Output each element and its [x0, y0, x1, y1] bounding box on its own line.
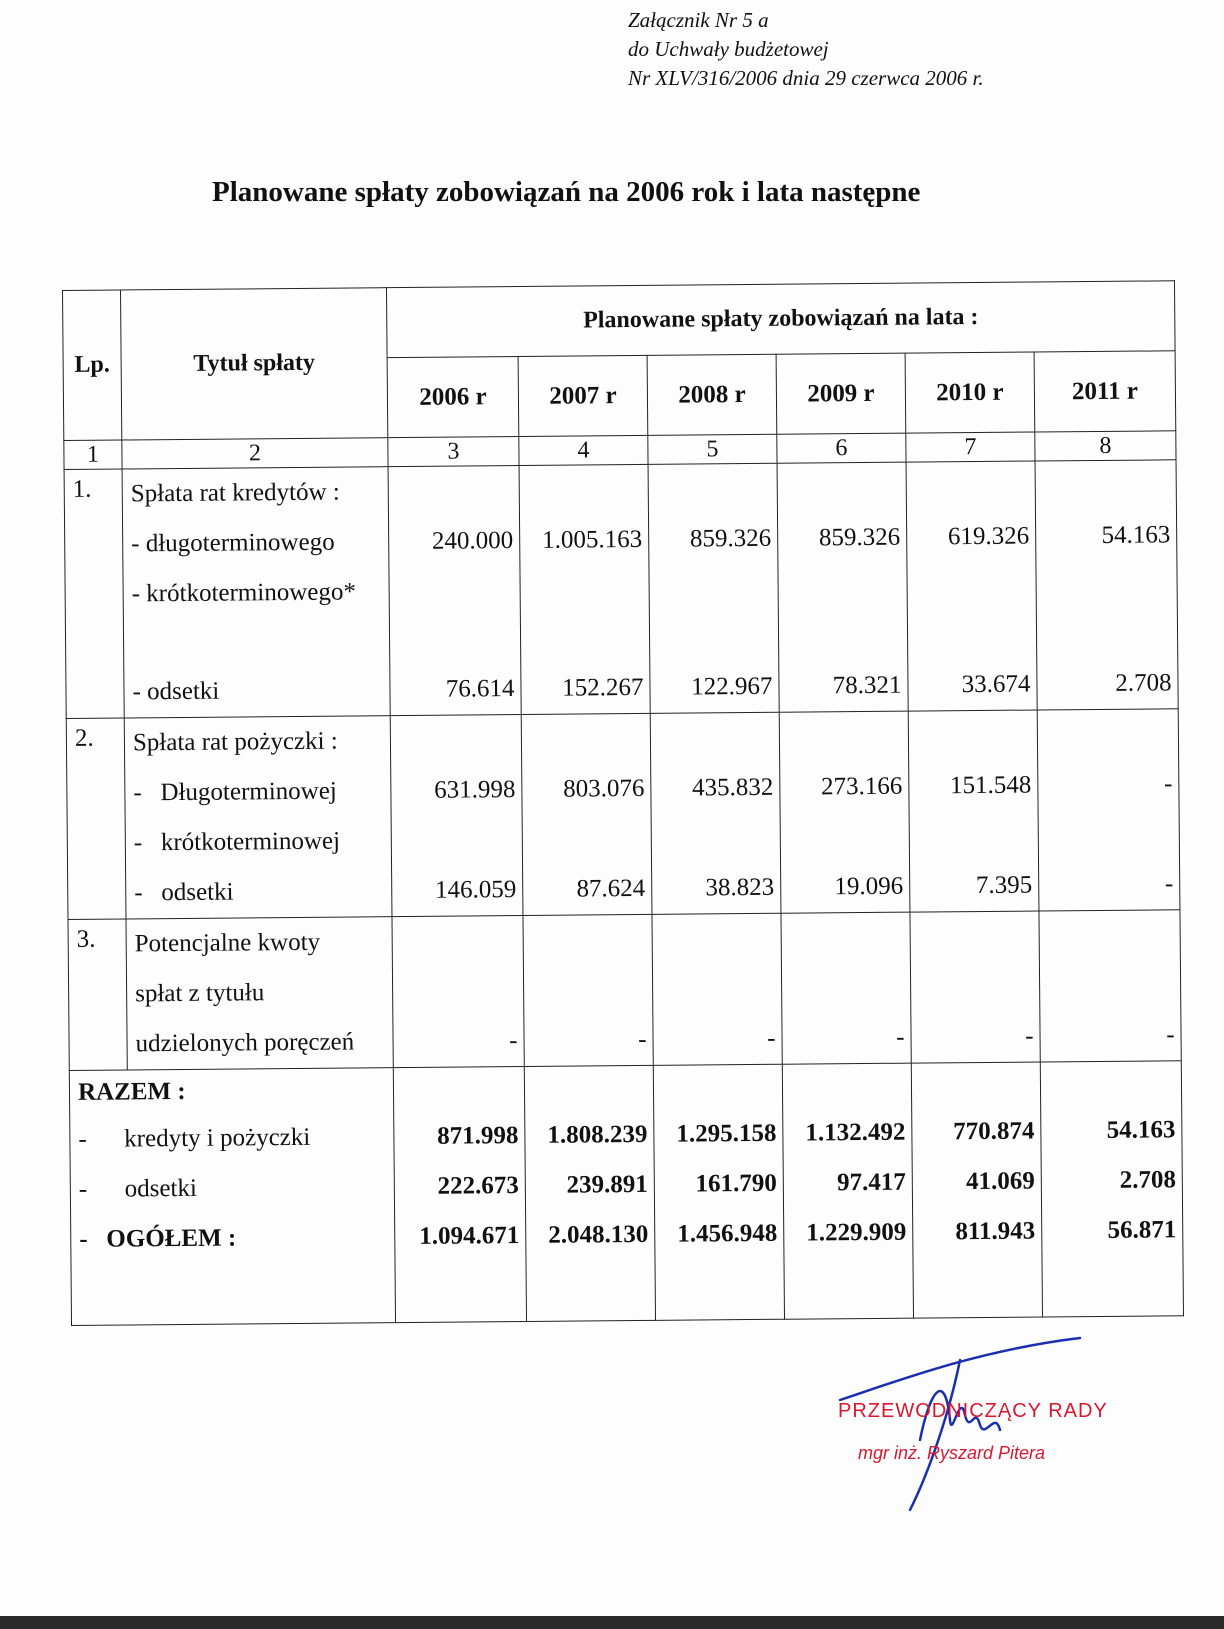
row-title-cell	[126, 917, 393, 1070]
value	[1039, 809, 1180, 860]
value: 803.076	[563, 774, 645, 803]
value: 240.000	[431, 527, 514, 555]
value	[910, 811, 1038, 862]
value-cell-2010	[908, 710, 1039, 912]
value: 859.326	[818, 523, 901, 552]
year-header-2007: 2007 r	[518, 355, 648, 436]
value-cell-2009	[779, 711, 910, 913]
value-cell-2006	[388, 466, 521, 716]
value: 631.998	[434, 776, 516, 804]
value	[649, 564, 777, 615]
value: 97.417	[836, 1168, 906, 1197]
row-label: - krótkoterminowej	[133, 827, 341, 857]
value: 222.673	[437, 1172, 519, 1200]
col-number: 8	[1035, 431, 1176, 461]
value	[649, 464, 777, 515]
value	[392, 916, 522, 967]
value: 78.321	[832, 671, 902, 700]
summary-labels-cell	[69, 1068, 395, 1326]
col-number: 4	[519, 435, 648, 465]
value	[911, 962, 1039, 1013]
value: -	[1163, 770, 1173, 798]
value: 1.295.158	[676, 1119, 777, 1148]
value	[1039, 910, 1180, 961]
summary-cell-2006	[393, 1066, 526, 1322]
value	[910, 912, 1038, 963]
row-label: - odsetki	[134, 878, 234, 907]
year-header-2008: 2008 r	[647, 354, 777, 435]
value: 122.967	[691, 672, 773, 701]
summary-cell-2007	[524, 1065, 655, 1321]
value: 871.998	[437, 1122, 519, 1150]
value	[909, 711, 1037, 762]
value: 76.614	[445, 675, 515, 703]
value: -	[767, 1024, 776, 1052]
value	[781, 913, 909, 964]
value: 146.059	[434, 876, 517, 904]
title-header: Tytuł spłaty	[121, 288, 388, 440]
value	[523, 915, 651, 966]
row-label: - długoterminowego	[131, 528, 335, 558]
value-cell-2006	[390, 715, 523, 917]
document-title: Planowane spłaty zobowiązań na 2006 rok i lata następne	[212, 176, 921, 208]
col-number: 5	[648, 434, 777, 464]
value	[391, 715, 521, 766]
value-cell-2011	[1039, 910, 1181, 1062]
value: 273.166	[820, 772, 903, 801]
value: 41.069	[965, 1167, 1035, 1196]
value-cell-2008	[648, 463, 779, 713]
value: 56.871	[1107, 1216, 1177, 1244]
value	[1036, 560, 1177, 611]
value-cell-2008	[652, 913, 782, 1065]
value: 239.891	[566, 1170, 648, 1199]
value-cell-2009	[781, 912, 911, 1064]
row-lp: 2.	[66, 718, 126, 919]
value	[782, 963, 910, 1014]
value: 619.326	[947, 522, 1030, 551]
value	[651, 713, 779, 764]
value	[908, 612, 1036, 661]
table-row	[66, 709, 1180, 920]
value-cell-2007	[523, 914, 653, 1066]
value: -	[509, 1027, 518, 1055]
row-label: - krótkoterminowego*	[131, 578, 357, 608]
value	[522, 714, 650, 765]
repayment-table	[62, 280, 1184, 1326]
value	[1038, 709, 1179, 760]
header-line-3: Nr XLV/316/2006 dnia 29 czerwca 2006 r.	[628, 66, 984, 90]
value	[778, 463, 906, 514]
value: -	[896, 1023, 905, 1051]
value	[389, 566, 519, 617]
row-label: Spłata rat pożyczki :	[132, 727, 338, 757]
value	[652, 813, 780, 864]
summary-row	[69, 1061, 1183, 1326]
value-cell-2011	[1035, 460, 1178, 710]
value: 19.096	[834, 872, 904, 901]
value: 811.943	[955, 1217, 1036, 1246]
value: -	[1164, 870, 1174, 898]
value: 859.326	[689, 524, 772, 553]
value: -	[1025, 1022, 1034, 1050]
value	[523, 814, 651, 865]
value	[393, 966, 523, 1017]
value: 1.132.492	[805, 1118, 906, 1147]
value: 151.548	[949, 771, 1032, 800]
row-title-cell	[122, 467, 390, 718]
table-row	[68, 910, 1181, 1071]
col-number: 1	[64, 440, 122, 470]
value	[1040, 960, 1181, 1011]
summary-label: - OGÓŁEM :	[79, 1224, 237, 1253]
summary-cell-2009	[782, 1063, 913, 1319]
row-label: - Długoterminowej	[133, 777, 337, 807]
row-title-cell	[124, 716, 392, 919]
value	[781, 812, 909, 863]
value	[524, 965, 652, 1016]
row-label: - odsetki	[132, 677, 220, 706]
summary-label: - odsetki	[78, 1174, 198, 1203]
summary-label: - kredyty i pożyczki	[78, 1123, 311, 1153]
value: 152.267	[562, 673, 644, 702]
value	[520, 565, 648, 616]
value: 2.708	[1119, 1166, 1177, 1194]
table-row	[64, 460, 1178, 719]
row-lp: 1.	[64, 469, 124, 718]
col-number: 3	[388, 437, 519, 467]
value: 2.048.130	[548, 1220, 649, 1249]
value	[650, 614, 778, 663]
value: 7.395	[975, 871, 1033, 900]
year-header-2011: 2011 r	[1034, 351, 1176, 432]
value: 38.823	[705, 873, 775, 902]
value: 1.094.671	[419, 1222, 520, 1250]
header-line-2: do Uchwały budżetowej	[628, 37, 829, 61]
stamp-name: mgr inż. Ryszard Pitera	[858, 1443, 1046, 1463]
value: 2.708	[1115, 669, 1172, 697]
chairman-stamp	[838, 1400, 1108, 1464]
value	[652, 914, 780, 965]
col-number: 6	[777, 433, 906, 463]
value: 1.005.163	[542, 525, 643, 554]
summary-heading: RAZEM :	[77, 1077, 186, 1106]
col-number: 7	[906, 432, 1035, 462]
attachment-header	[628, 6, 984, 93]
value: 1.229.909	[806, 1218, 907, 1247]
value	[653, 964, 781, 1015]
value	[778, 563, 906, 614]
summary-cell-2011	[1040, 1061, 1183, 1317]
years-group-header: Planowane spłaty zobowiązań na lata :	[386, 281, 1175, 358]
header-line-1: Załącznik Nr 5 a	[628, 8, 769, 32]
value: 1.808.239	[547, 1120, 648, 1149]
lp-header: Lp.	[63, 290, 122, 441]
scan-edge	[0, 1616, 1224, 1629]
value-cell-2007	[519, 464, 650, 714]
value	[1037, 610, 1177, 659]
value-cell-2008	[650, 712, 781, 914]
value	[780, 712, 908, 763]
value	[389, 466, 519, 517]
row-label: udzielonych poręczeń	[135, 1028, 355, 1058]
stamp-title: PRZEWODNICZĄCY RADY	[838, 1400, 1108, 1422]
col-number: 2	[122, 438, 388, 469]
row-lp: 3.	[68, 919, 127, 1071]
value-cell-2007	[521, 713, 652, 915]
value	[390, 616, 520, 665]
value: 87.624	[576, 874, 646, 903]
value	[779, 613, 907, 662]
value-cell-2010	[906, 461, 1037, 711]
value	[520, 465, 648, 516]
value	[521, 615, 649, 664]
year-header-2006: 2006 r	[387, 357, 519, 438]
value-cell-2006	[392, 916, 524, 1068]
value: 435.832	[692, 773, 774, 802]
summary-cell-2008	[653, 1064, 784, 1320]
value	[907, 462, 1035, 513]
value-cell-2009	[777, 462, 908, 712]
value	[392, 815, 522, 866]
value	[1036, 460, 1177, 511]
value: 161.790	[695, 1169, 777, 1198]
value	[907, 562, 1035, 613]
value: 1.456.948	[677, 1219, 778, 1248]
row-label: Spłata rat kredytów :	[130, 478, 340, 508]
value: 54.163	[1101, 521, 1171, 549]
value: 54.163	[1106, 1116, 1176, 1144]
row-label	[124, 617, 389, 667]
value: 770.874	[953, 1117, 1035, 1146]
value-cell-2011	[1037, 709, 1180, 911]
value: -	[638, 1025, 647, 1053]
row-label: spłat z tytułu	[135, 979, 265, 1008]
value-cell-2010	[910, 911, 1040, 1063]
value: 33.674	[961, 670, 1031, 699]
year-header-2009: 2009 r	[776, 353, 906, 434]
year-header-2010: 2010 r	[905, 352, 1035, 433]
row-label: Potencjalne kwoty	[134, 928, 321, 958]
summary-cell-2010	[911, 1062, 1042, 1318]
value: -	[1166, 1021, 1175, 1049]
